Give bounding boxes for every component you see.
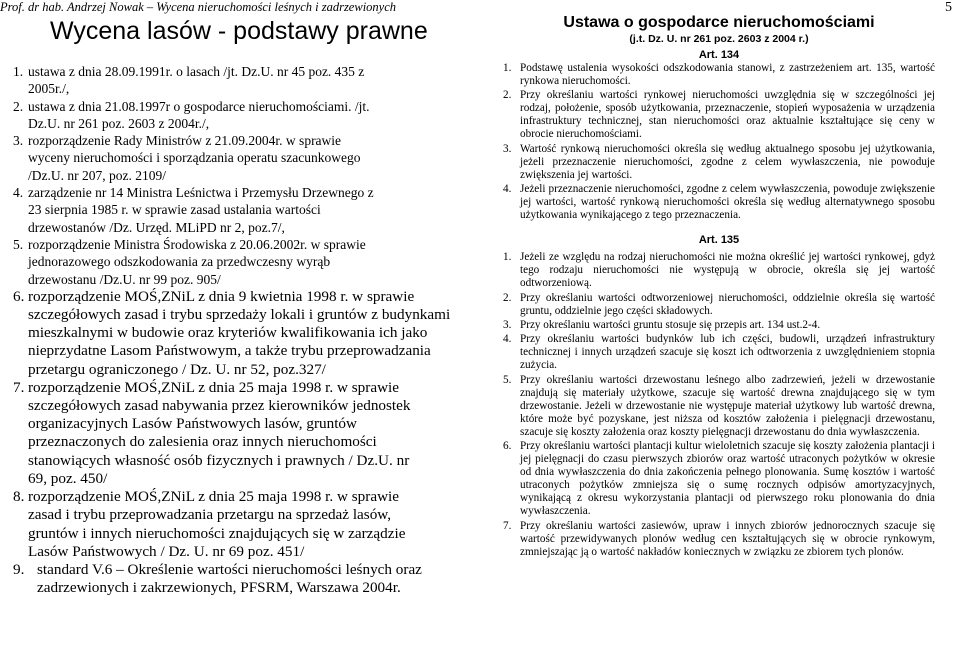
article-paragraph	[503, 183, 935, 222]
paragraph-number: 2.	[503, 89, 512, 102]
paragraph-number: 5.	[503, 373, 512, 386]
legal-basis-list	[13, 63, 493, 597]
paragraph-text: Przy określaniu wartości budynków lub ich części, budowli, urządzeń infrastruktury technicznej i innych urządzeń szacuje się koszt ich odtworzenia z uwzględnieniem stopnia zużycia.	[520, 333, 935, 372]
item-number: 1.	[13, 64, 24, 79]
paragraph-number: 4.	[503, 333, 512, 346]
item-number: 6.	[13, 287, 25, 305]
statute-title: Ustawa o gospodarce nieruchomościami	[563, 14, 875, 31]
item-number: 3.	[13, 133, 24, 149]
paragraph-text: Przy określaniu wartości drzewostanu leśnego albo zadrzewień, jeżeli w drzewostanie znajdują się materiały użytkowe, szacuje się wartość drewna znajdującego się w tym drzewostanie. Jeżeli w drzewostanie nie występuje materiał użytkowy lub wartość drewna, które może być pozyskane, jest niższa od kosztów założenia i pielęgnacji drzewostanu, szacuje się koszty założenia oraz koszty pielęgnacji drzewostanu do dnia wywłaszczenia.	[520, 373, 935, 438]
item-text-line: rozporządzenie MOŚ,ZNiL z dnia 25 maja 1998 r. w sprawie	[28, 488, 399, 506]
legal-act-item	[13, 98, 493, 133]
paragraph-text: Jeżeli ze względu na rodzaj nieruchomości nie można określić jej wartości rynkowej, gdyż tego rodzaju nieruchomości nie występują w obrocie, określa się jej wartość odtworzeniową.	[520, 251, 935, 290]
item-number: 4.	[13, 185, 24, 201]
article-paragraph	[503, 251, 935, 290]
item-text-line: Dz.U. nr 261 poz. 2603 z 2004r./,	[28, 115, 210, 131]
item-text-line: Lasów Państwowych / Dz. U. nr 69 poz. 451/	[28, 542, 305, 560]
article-135-list	[503, 251, 935, 558]
paragraph-text: Przy określaniu wartości rynkowej nieruchomości uwzględnia się w szczególności jej rodzaj, położenie, sposób użytkowania, przeznaczenie, stopień wyposażenia w urządzenia infrastruktury technicznej, stan nieruchomości oraz aktualnie kształtujące się ceny w obrocie nieruchomościami.	[520, 89, 935, 141]
paragraph-text: Przy określaniu wartości zasiewów, upraw i innych zbiorów jednorocznych szacuje się wartość przewidywanych plonów według cen kształtujących się w obrocie rynkowym, zmniejszając ją o wartość nakładów koniecznych w związku ze zbiorem tych plonów.	[520, 519, 935, 558]
item-text-line: przeznaczonych do zalesienia oraz innych nieruchomości	[28, 433, 377, 451]
paragraph-text: Jeżeli przeznaczenie nieruchomości, zgodne z celem wywłaszczenia, powoduje zwiększenie jej wartości, wartość rynkową nieruchomości określa się według alternatywnego sposobu użytkowania wynikającego z tego przeznaczenia.	[520, 183, 935, 222]
item-text-line: stanowiących własność osób fizycznych i prawnych / Dz.U. nr	[28, 451, 410, 469]
item-text-line: standard V.6 – Określenie wartości nieruchomości leśnych oraz	[37, 560, 422, 578]
article-paragraph	[503, 89, 935, 141]
article-paragraph	[503, 440, 935, 518]
item-text-line: nieprzydatne Lasom Państwowym, a także trybu przeprowadzania	[28, 342, 431, 360]
paragraph-text: Podstawę ustalenia wysokości odszkodowania stanowi, z zastrzeżeniem art. 135, wartość rynkowa nieruchomości.	[520, 62, 935, 87]
item-text-line: zasad i trybu przeprowadzania przetargu na sprzedaż lasów,	[28, 506, 392, 524]
legal-act-item	[13, 288, 493, 379]
item-text-line: rozporządzenie Rady Ministrów z 21.09.2004r. w sprawie	[28, 133, 342, 149]
item-text-line: organizacyjnych Lasów Państwowych lasów, gruntów	[28, 415, 357, 433]
item-text-line: rozporządzenie MOŚ,ZNiL z dnia 9 kwietnia 1998 r. w sprawie	[28, 287, 415, 305]
item-text-line: /Dz.U. nr 207, poz. 2109/	[28, 167, 166, 183]
item-text-line: ustawa z dnia 21.08.1997r o gospodarce nieruchomościami. /jt.	[28, 98, 370, 114]
legal-act-item	[13, 561, 493, 597]
paragraph-number: 1.	[503, 62, 512, 74]
item-number: 7.	[13, 378, 25, 396]
article-paragraph	[503, 520, 935, 559]
running-head: Prof. dr hab. Andrzej Nowak – Wycena nieruchomości leśnych i zadrzewionych	[0, 0, 397, 14]
legal-act-item	[13, 488, 493, 561]
item-number: 8.	[13, 488, 25, 506]
item-text-line: zadrzewionych i zakrzewionych, PFSRM, Warszawa 2004r.	[37, 579, 401, 597]
paragraph-number: 4.	[503, 183, 512, 196]
paragraph-number: 2.	[503, 291, 512, 304]
paragraph-text: Wartość rynkową nieruchomości określa się według aktualnego sposobu jej użytkowania, jeżeli przeznaczenie nieruchomości, zgodne z celem wywłaszczenia, nie powoduje zwiększenia jej wartości.	[520, 142, 935, 181]
article-135-heading: Art. 135	[698, 234, 740, 247]
item-text-line: drzewostanów /Dz. Urzęd. MLiPD nr 2, poz.7/,	[28, 219, 285, 235]
article-134-list	[503, 62, 935, 222]
article-paragraph	[503, 143, 935, 182]
item-text-line: szczegółowych zasad i trybu sprzedaży lokali i gruntów z budynkami	[28, 306, 451, 324]
item-text-line: 23 sierpnia 1985 r. w sprawie zasad ustalania wartości	[28, 202, 321, 218]
item-text-line: przetargu ograniczonego / Dz. U. nr 52, poz.327/	[28, 360, 326, 378]
item-number: 5.	[13, 236, 24, 252]
item-text-line: szczegółowych zasad nabywania przez kierowników jednostek	[28, 397, 411, 415]
item-text-line: zarządzenie nr 14 Ministra Leśnictwa i Przemysłu Drzewnego z	[28, 185, 374, 201]
statute-citation: (j.t. Dz. U. nr 261 poz. 2603 z 2004 r.)	[629, 33, 809, 45]
page-title: Wycena lasów - podstawy prawne	[50, 17, 428, 45]
item-text-line: drzewostanu /Dz.U. nr 99 poz. 905/	[28, 271, 221, 287]
paragraph-number: 7.	[503, 519, 512, 532]
item-text-line: 69, poz. 450/	[28, 469, 108, 487]
paragraph-number: 3.	[503, 142, 512, 155]
paragraph-number: 3.	[503, 318, 512, 331]
article-paragraph	[503, 292, 935, 318]
paragraph-number: 6.	[503, 440, 512, 453]
paragraph-text: Przy określaniu wartości odtworzeniowej nieruchomości, oddzielnie określa się wartość gruntu, oddzielnie jego części składowych.	[520, 291, 935, 317]
item-text-line: jednorazowego odszkodowania za przedwczesny wyrąb	[28, 254, 331, 270]
paragraph-text: Przy określaniu wartości gruntu stosuje się przepis art. 134 ust.2-4.	[520, 318, 821, 331]
page-number: 5	[945, 0, 952, 15]
item-text-line: rozporządzenie MOŚ,ZNiL z dnia 25 maja 1998 r. w sprawie	[28, 378, 399, 396]
legal-act-item	[13, 63, 493, 98]
legal-act-item	[13, 236, 493, 288]
item-number: 9.	[13, 560, 25, 578]
article-paragraph	[503, 333, 935, 372]
item-text-line: wyceny nieruchomości i sporządzania operatu szacunkowego	[28, 150, 361, 166]
article-paragraph	[503, 62, 935, 88]
item-text-line: rozporządzenie Ministra Środowiska z 20.06.2002r. w sprawie	[28, 236, 366, 252]
item-text-line: 2005r./,	[28, 81, 70, 97]
legal-act-item	[13, 132, 493, 184]
article-134-heading: Art. 134	[698, 49, 740, 61]
legal-act-item	[13, 184, 493, 236]
article-paragraph	[503, 374, 935, 439]
item-number: 2.	[13, 98, 24, 114]
item-text-line: ustawa z dnia 28.09.1991r. o lasach /jt. Dz.U. nr 45 poz. 435 z	[28, 64, 365, 79]
paragraph-number: 1.	[503, 251, 512, 264]
article-paragraph	[503, 319, 935, 332]
item-text-line: gruntów i innych nieruchomości znajdujących się w zarządzie	[28, 524, 406, 542]
statute-excerpt	[503, 13, 935, 560]
legal-act-item	[13, 379, 493, 488]
item-text-line: mieszkalnymi w budowie oraz kryteriów kwalifikowania ich jako	[28, 324, 428, 342]
paragraph-text: Przy określaniu wartości plantacji kultur wieloletnich szacuje się koszty założenia plantacji i jej pielęgnacji do czasu pierwszych zbiorów oraz wartość utraconych pożytków w okresie od dnia wywłaszczenia do dnia zakończenia pełnego plonowania. Sumę kosztów i wartość utraconych pożytków zmniejsza się o sumę rocznych odpisów amortyzacyjnych, wynikającą z okresu wykorzystania plantacji od pierwszego roku plonowania do dnia wywłaszczenia.	[520, 440, 935, 518]
